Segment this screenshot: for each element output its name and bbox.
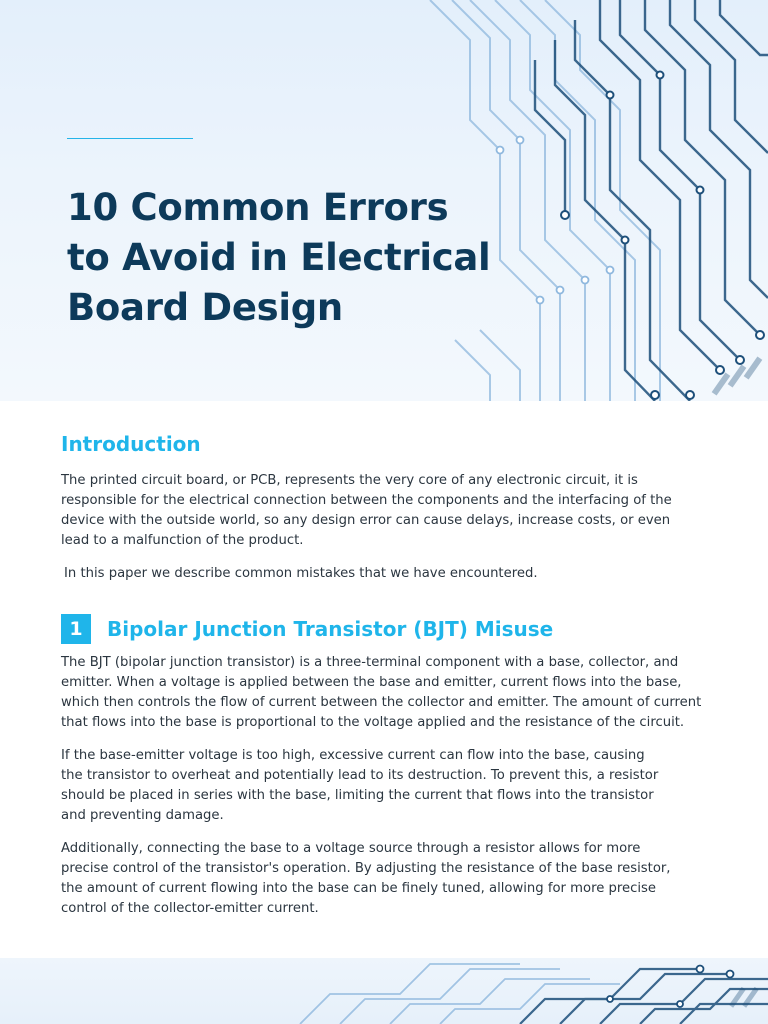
text-line: precise control of the transistor's operation. By adjusting the resistance of the base resistor,: [61, 861, 671, 876]
text-line: The BJT (bipolar junction transistor) is a three-terminal component with a base, collector, and: [61, 655, 679, 670]
introduction-paragraph: [61, 471, 711, 551]
text-line: lead to a malfunction of the product.: [61, 533, 304, 548]
introduction-paragraph: [61, 564, 711, 584]
section-paragraph: [61, 653, 711, 733]
introduction-heading: Introduction: [61, 432, 201, 456]
text-line: control of the collector-emitter current.: [61, 901, 319, 916]
page-title-line: 10 Common Errors: [67, 186, 449, 229]
section-paragraph: [61, 746, 711, 826]
page-title-line: Board Design: [67, 286, 343, 329]
text-line: If the base-emitter voltage is too high, excessive current can flow into the base, causing: [61, 748, 645, 763]
section-paragraph: [61, 839, 711, 919]
title-accent-rule: [67, 138, 193, 139]
section-number-badge: 1: [61, 614, 91, 644]
text-line: responsible for the electrical connection between the components and the interfacing of the: [61, 493, 672, 508]
text-line: Additionally, connecting the base to a voltage source through a resistor allows for more: [61, 841, 641, 856]
text-line: which then controls the flow of current between the collector and emitter. The amount of current: [61, 695, 702, 710]
text-line: and preventing damage.: [61, 808, 224, 823]
section-title: Bipolar Junction Transistor (BJT) Misuse: [107, 617, 554, 641]
footer-circuit-illustration: [0, 958, 768, 1024]
text-line: the transistor to overheat and potentially lead to its destruction. To prevent this, a resistor: [61, 768, 659, 783]
page-title-line: to Avoid in Electrical: [67, 236, 491, 279]
document-body: [61, 430, 711, 932]
text-line: the amount of current flowing into the base can be finely tuned, allowing for more precise: [61, 881, 657, 896]
hero-banner: [0, 0, 768, 401]
text-line: device with the outside world, so any design error can cause delays, increase costs, or even: [61, 513, 671, 528]
text-line: The printed circuit board, or PCB, represents the very core of any electronic circuit, it is: [61, 473, 638, 488]
page-title: [67, 183, 537, 333]
text-line: emitter. When a voltage is applied between the base and emitter, current flows into the base,: [61, 675, 682, 690]
text-line: that flows into the base is proportional to the voltage applied and the resistance of the circuit.: [61, 715, 685, 730]
text-line: should be placed in series with the base, limiting the current that flows into the transistor: [61, 788, 654, 803]
text-line: In this paper we describe common mistakes that we have encountered.: [64, 566, 538, 581]
footer-circuit-band: [0, 958, 768, 1024]
section-heading: [61, 614, 711, 644]
